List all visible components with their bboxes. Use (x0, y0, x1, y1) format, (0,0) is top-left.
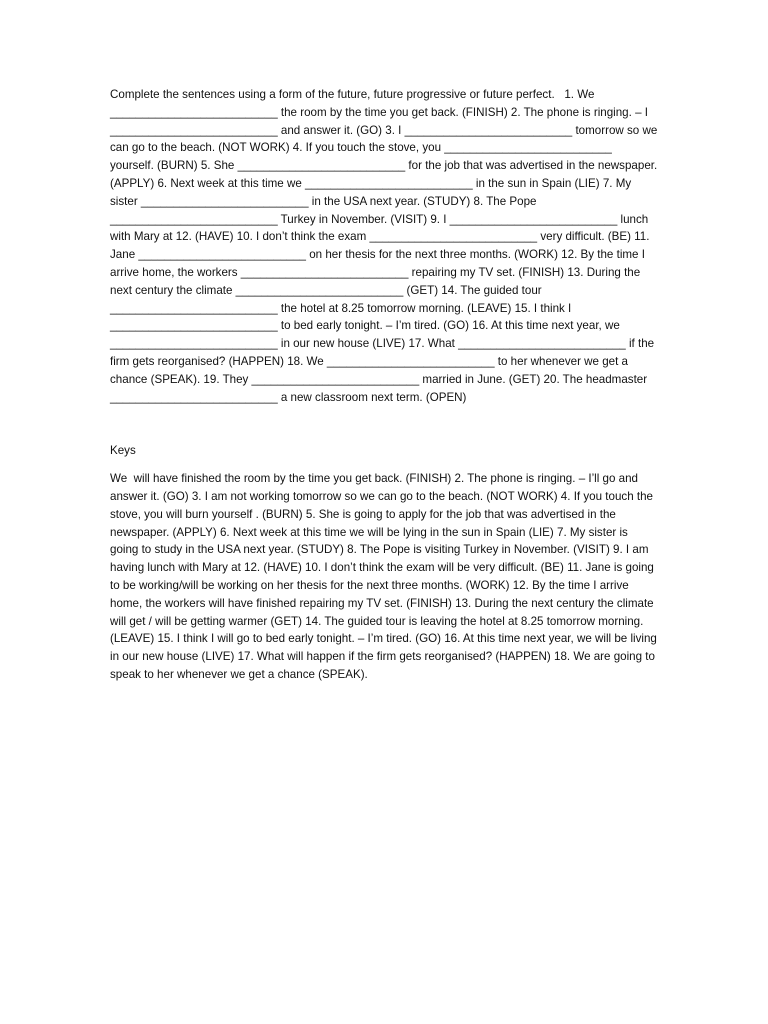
keys-heading: Keys (110, 444, 136, 458)
exercise-paragraph: Complete the sentences using a form of the future, future progressive or future perfect. 1. We __________________________ the room by the time you get back. (FINISH) 2. The phone is ringing. – I __________________________ and answer it. (GO) 3. I __________________________ tomorrow so we can go to the beach. (NOT WORK) 4. If you touch the stove, you __________________________ yourself. (BURN) 5. She __________________________ for the job that was advertised in the newspaper. (APPLY) 6. Next week at this time we __________________________ in the sun in Spain (LIE) 7. My sister __________________________ in the USA next year. (STUDY) 8. The Pope __________________________ Turkey in November. (VISIT) 9. I __________________________ lunch with Mary at 12. (HAVE) 10. I don’t think the exam __________________________ very difficult. (BE) 11. Jane __________________________ on her thesis for the next three months. (WORK) 12. By the time I arrive home, the workers __________________________ repairing my TV set. (FINISH) 13. During the next century the climate __________________________ (GET) 14. The guided tour __________________________ the hotel at 8.25 tomorrow morning. (LEAVE) 15. I think I __________________________ to bed early tonight. – I’m tired. (GO) 16. At this time next year, we __________________________ in our new house (LIVE) 17. What __________________________ if the firm gets reorganised? (HAPPEN) 18. We __________________________ to her whenever we get a chance (SPEAK). 19. They __________________________ married in June. (GET) 20. The headmaster __________________________ a new classroom next term. (OPEN) (110, 88, 661, 404)
keys-paragraph: We will have finished the room by the time you get back. (FINISH) 2. The phone is ringing. – I’ll go and answer it. (GO) 3. I am not working tomorrow so we can go to the beach. (NOT WORK) 4. If you touch the stove, you will burn yourself . (BURN) 5. She is going to apply for the job that was advertised in the newspaper. (APPLY) 6. Next week at this time we will be lying in the sun in Spain (LIE) 7. My sister is going to study in the USA next year. (STUDY) 8. The Pope is visiting Turkey in November. (VISIT) 9. I am having lunch with Mary at 12. (HAVE) 10. I don’t think the exam will be very difficult. (BE) 11. Jane is going to be working/will be working on her thesis for the next three months. (WORK) 12. By the time I arrive home, the workers will have finished repairing my TV set. (FINISH) 13. During the next century the climate will get / will be getting warmer (GET) 14. The guided tour is leaving the hotel at 8.25 tomorrow morning. (LEAVE) 15. I think I will go to bed early tonight. – I’m tired. (GO) 16. At this time next year, we will be living in our new house (LIVE) 17. What will happen if the firm gets reorganised? (HAPPEN) 18. We are going to speak to her whenever we get a chance (SPEAK). (110, 472, 661, 681)
document-page (110, 86, 661, 684)
